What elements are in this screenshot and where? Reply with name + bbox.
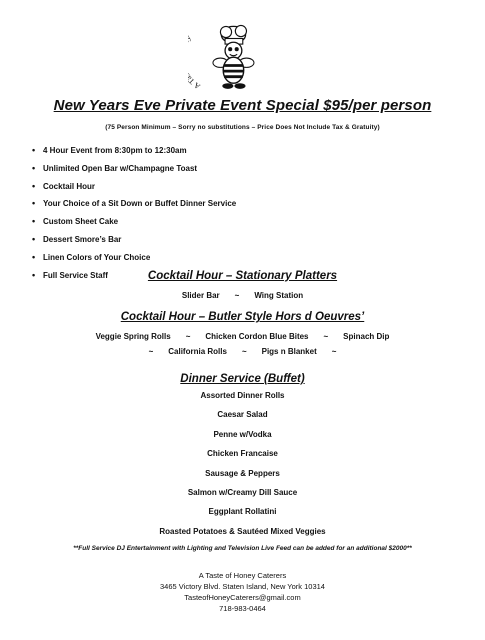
butler-items-row-2 — [0, 347, 485, 356]
list-item: • Unlimited Open Bar w/Champagne Toast — [32, 160, 236, 178]
list-item: • Dessert Smore’s Bar — [32, 231, 236, 249]
list-item: Assorted Dinner Rolls — [200, 391, 285, 400]
list-item: • Your Choice of a Sit Down or Buffet Dinner Service — [32, 195, 236, 213]
chef-bee-logo-icon — [188, 18, 264, 100]
list-item: Roasted Potatoes & Sautéed Mixed Veggies — [159, 526, 326, 536]
list-item: • Linen Colors of Your Choice — [32, 249, 236, 267]
menu-item: Slider Bar — [181, 291, 220, 300]
dj-addon-footnote: **Full Service DJ Entertainment with Lighting and Television Live Feed can be added for an additional $2000** — [73, 545, 412, 552]
menu-item: Wing Station — [254, 291, 304, 300]
menu-item: Pigs n Blanket — [261, 347, 317, 356]
list-item: • 4 Hour Event from 8:30pm to 12:30am — [32, 142, 236, 160]
list-item: Sausage & Peppers — [205, 468, 280, 478]
inclusions-list — [32, 142, 236, 284]
stationary-platters-heading: Cocktail Hour – Stationary Platters — [147, 270, 338, 282]
list-item: • Cocktail Hour — [32, 178, 236, 196]
butler-style-heading: Cocktail Hour – Butler Style Hors d Oeuvres’ — [120, 311, 365, 323]
list-item: Penne w/Vodka — [213, 429, 272, 439]
contact-email: TasteofHoneyCaterers@gmail.com — [184, 593, 301, 602]
list-item: Chicken Francaise — [207, 449, 278, 459]
butler-items-row-1 — [0, 332, 485, 341]
menu-item: Chicken Cordon Blue Bites — [205, 332, 309, 341]
menu-item: California Rolls — [168, 347, 227, 356]
menu-item: Spinach Dip — [343, 332, 390, 341]
dinner-service-heading: Dinner Service (Buffet) — [180, 373, 305, 385]
logo-arc-text: A — [192, 80, 202, 92]
separator: ~ — [185, 332, 191, 341]
list-item: Eggplant Rollatini — [208, 507, 277, 517]
company-address: 3465 Victory Blvd. Staten Island, New York 10314 — [160, 582, 325, 591]
contact-block — [0, 570, 485, 614]
company-name: A Taste of Honey Caterers — [198, 571, 287, 580]
stationary-items-row — [0, 291, 485, 300]
separator: ~ — [148, 347, 154, 356]
list-item: Caesar Salad — [217, 410, 268, 420]
list-item: • Custom Sheet Cake — [32, 213, 236, 231]
event-conditions-note: (75 Person Minimum – Sorry no substitutions – Price Does Not Include Tax & Gratuity) — [105, 124, 380, 131]
dinner-items-list — [0, 390, 485, 545]
separator: ~ — [323, 332, 329, 341]
list-item: • Full Service Staff — [32, 267, 236, 285]
contact-phone: 718-983-0464 — [219, 604, 266, 613]
event-title: New Years Eve Private Event Special $95/per person — [53, 97, 432, 114]
list-item: Salmon w/Creamy Dill Sauce — [187, 487, 298, 497]
separator: ~ — [241, 347, 247, 356]
separator: ~ — [331, 347, 337, 356]
chef-bee-logo — [188, 18, 264, 100]
menu-item: Veggie Spring Rolls — [95, 332, 171, 341]
separator: ~ — [234, 291, 240, 300]
